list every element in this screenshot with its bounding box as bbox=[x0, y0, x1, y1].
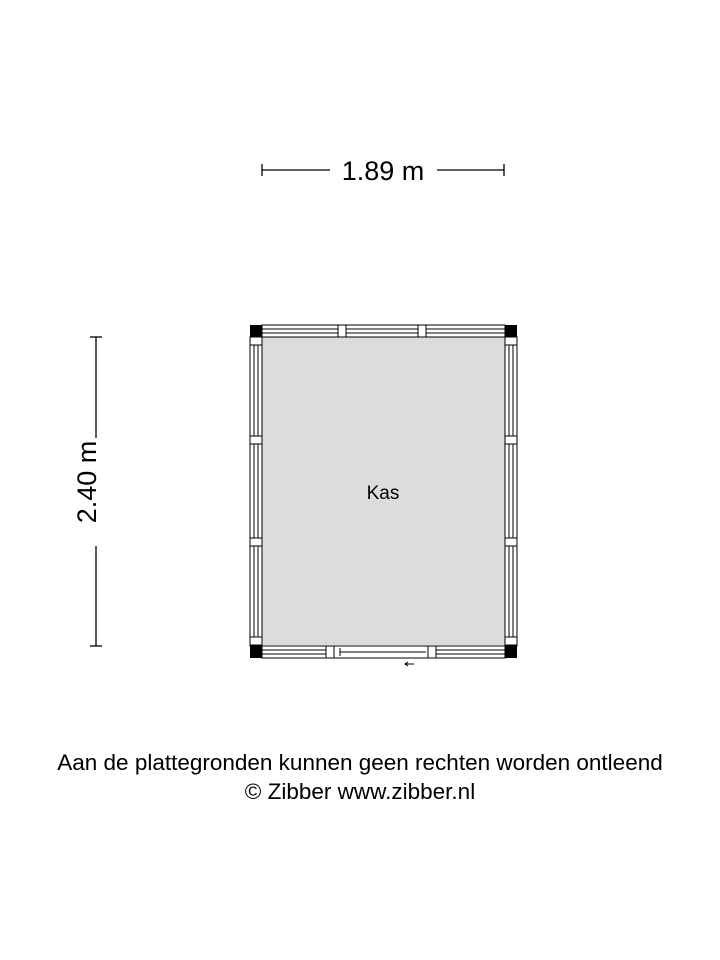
wall-bottom bbox=[262, 646, 505, 658]
wall-left bbox=[250, 337, 262, 646]
width-dimension bbox=[262, 156, 504, 186]
room-label: Kas bbox=[366, 483, 400, 504]
width-label: 1.89 m bbox=[341, 156, 425, 186]
height-dimension bbox=[72, 337, 102, 646]
wall-right bbox=[505, 337, 517, 646]
copyright-text: © Zibber www.zibber.nl bbox=[244, 779, 476, 804]
height-label: 2.40 m bbox=[72, 440, 102, 524]
disclaimer-text: Aan de plattegronden kunnen geen rechten worden ontleend bbox=[57, 750, 663, 775]
room-kas bbox=[250, 325, 517, 666]
wall-top bbox=[262, 325, 505, 337]
door-arrow-icon bbox=[405, 662, 414, 666]
